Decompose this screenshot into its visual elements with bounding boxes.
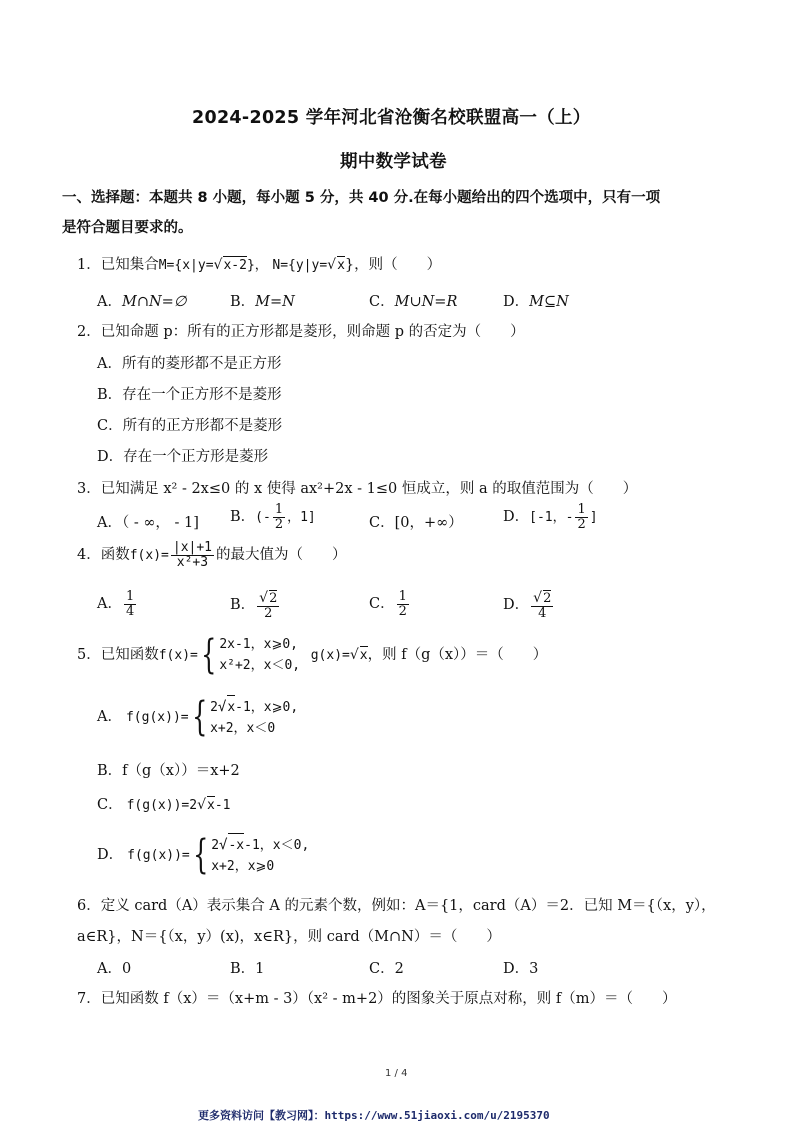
question-text: 定义 card（A）表示集合 A 的元素个数，例如：A＝{1，card（A）＝2．已知 M＝{（x，y）， (100, 898, 716, 914)
case-coefficient: 2 (210, 700, 218, 715)
option-label: D． (503, 597, 530, 614)
fraction-numerator (257, 590, 279, 607)
question-text: 已知函数 f（x）＝（x+m - 3）（x² - m+2）的图象关于原点对称，则 f（m）＝（ ） (100, 991, 677, 1007)
fraction-denominator: 4 (538, 605, 547, 621)
option-label: A． (97, 961, 122, 977)
sqrt-icon: √ (259, 590, 269, 606)
exam-title-line2: 期中数学试卷 (340, 152, 447, 172)
option-label: D． (503, 294, 530, 310)
case-line (210, 695, 298, 718)
radicand: 2 (269, 591, 278, 606)
section-heading-line2: 是符合题目要求的。 (62, 220, 193, 236)
fraction (397, 590, 409, 618)
sqrt-icon: √ (349, 647, 359, 663)
fraction-denominator: 2 (264, 605, 273, 621)
question-number: 2． (77, 324, 101, 340)
piecewise-cases (210, 695, 298, 739)
q5-option-a[interactable] (97, 695, 298, 739)
option-label: A． (97, 709, 122, 725)
q2-option-c[interactable] (97, 414, 282, 435)
fraction (531, 590, 553, 620)
page-indicator: 1 / 4 (385, 1068, 408, 1079)
option-text: M∪N=R (394, 294, 458, 310)
q5-option-b[interactable]: B．f（g（x））＝x+2 (97, 763, 240, 779)
option-text: 存在一个正方形是菱形 (123, 449, 269, 465)
fraction-denominator: 2 (577, 516, 586, 532)
q1-option-c[interactable] (369, 290, 457, 311)
question-3 (77, 477, 637, 498)
interval-open: [-1，- (529, 510, 574, 526)
function-name: f(g(x))= (127, 848, 190, 863)
q2-option-d[interactable] (97, 445, 268, 466)
fraction (257, 590, 279, 620)
q3-option-d[interactable] (503, 503, 598, 531)
option-text: M∩N=∅ (121, 294, 187, 310)
question-text: 已知命题 p：所有的正方形都是菱形，则命题 p 的否定为（ ） (100, 324, 525, 340)
case-line: x+2，x⩾0 (211, 859, 275, 874)
q5-option-d[interactable] (97, 833, 309, 877)
left-brace-icon: { (191, 694, 207, 740)
question-number: 6． (77, 898, 101, 914)
q4-option-b[interactable] (230, 590, 281, 620)
q5-option-c[interactable] (97, 793, 230, 814)
option-label: C． (369, 961, 395, 977)
question-5 (77, 634, 547, 676)
q1-option-a[interactable] (97, 290, 186, 311)
piecewise-cases (219, 634, 300, 676)
q2-option-b[interactable] (97, 383, 282, 404)
option-text: 0 (121, 961, 132, 977)
q6-option-d[interactable] (503, 957, 538, 978)
question-tail: 的最大值为（ ） (216, 547, 347, 564)
sqrt-icon: √ (533, 590, 543, 606)
option-text: 存在一个正方形不是菱形 (122, 387, 282, 403)
question-6-line2: a∈R}，N＝{（x，y）(x)，x∈R}，则 card（M∩N）＝（ ） (77, 929, 501, 945)
fraction-numerator: 1 (274, 502, 284, 517)
sqrt-icon: √ (219, 837, 228, 853)
question-text: 已知集合 (100, 257, 159, 273)
fraction-numerator: 1 (125, 589, 135, 604)
option-label: D． (97, 847, 124, 863)
function-name: f(x)= (129, 548, 169, 564)
exam-title-line1: 2024-2025 学年河北省沧衡名校联盟高一（上） (192, 108, 591, 128)
option-label: B． (230, 597, 256, 614)
fraction-numerator: 1 (577, 502, 586, 517)
option-label: D． (97, 449, 124, 465)
question-1 (77, 253, 441, 274)
option-label: D． (503, 961, 530, 977)
option-text: 1 (255, 961, 265, 977)
radicand: x (359, 648, 368, 663)
sqrt-icon: √ (217, 699, 227, 715)
fraction-denominator: x²+3 (176, 554, 209, 570)
q4-option-c[interactable] (369, 590, 411, 618)
option-label: C． (369, 294, 395, 310)
q1-option-d[interactable] (503, 290, 569, 311)
sqrt-icon: √ (197, 797, 206, 813)
function-name: g(x)= (310, 648, 350, 663)
function-expr: f(g(x))=2 (126, 798, 198, 813)
fraction (575, 503, 587, 531)
left-brace-icon: { (200, 632, 217, 678)
interval-open: (- (255, 510, 271, 526)
option-label: C． (97, 418, 123, 434)
left-brace-icon: { (192, 832, 209, 878)
function-name: f(g(x))= (125, 710, 189, 725)
question-text: 已知函数 (100, 647, 159, 663)
question-number: 5． (77, 647, 101, 663)
q2-option-a[interactable] (97, 352, 281, 373)
sqrt-icon: √ (213, 257, 223, 273)
radicand: 2 (543, 591, 552, 606)
question-4 (77, 541, 347, 569)
fraction-numerator: 1 (398, 589, 407, 604)
q3-option-a[interactable]: A．（ - ∞， - 1] (97, 515, 199, 531)
case-line: x+2，x＜0 (210, 721, 276, 736)
option-text: M=N (255, 294, 295, 310)
q4-option-a[interactable] (97, 590, 138, 618)
case-rest: -1，x⩾0, (235, 700, 299, 715)
option-text: 所有的菱形都不是正方形 (121, 356, 282, 372)
question-number: 4． (77, 547, 101, 564)
fraction-denominator: 4 (125, 603, 135, 619)
radicand: x (206, 798, 215, 813)
set-m-close: }， (246, 258, 268, 273)
option-label: B． (97, 387, 123, 403)
option-label: B． (230, 961, 256, 977)
option-label: C． (369, 596, 395, 613)
radicand: x-2 (223, 258, 247, 273)
question-number: 7． (77, 991, 101, 1007)
q6-option-b[interactable] (230, 957, 264, 978)
q4-option-d[interactable] (503, 590, 555, 620)
option-text: M⊆N (529, 294, 569, 310)
fraction-denominator: 2 (274, 516, 284, 532)
question-6 (77, 894, 716, 915)
option-text: 3 (529, 961, 539, 977)
case-line (211, 833, 309, 856)
q3-option-c[interactable]: C．[0，+∞） (369, 515, 463, 531)
set-m-expr: M={x|y= (158, 258, 214, 273)
fraction-numerator: |x|+1 (172, 540, 213, 555)
function-expr-tail: -1 (214, 798, 231, 813)
q6-option-c[interactable] (369, 957, 404, 978)
interval-close: ，1] (287, 510, 316, 526)
radicand: x (337, 258, 345, 273)
sqrt-icon: √ (327, 257, 337, 273)
function-name: f(x)= (158, 648, 198, 663)
option-text: 所有的正方形都不是菱形 (122, 418, 283, 434)
q3-option-b[interactable] (230, 503, 316, 531)
fraction (171, 541, 214, 569)
q1-option-b[interactable] (230, 290, 295, 311)
question-text: 已知满足 x² - 2x≤0 的 x 使得 ax²+2x - 1≤0 恒成立，则 a 的取值范围为（ ） (100, 481, 638, 497)
question-2 (77, 320, 525, 341)
fraction (273, 503, 285, 531)
question-text: 函数 (100, 547, 130, 564)
set-n-expr: N={y|y= (272, 258, 328, 273)
option-label: A． (97, 356, 122, 372)
option-label: C． (97, 797, 123, 813)
option-label: B． (230, 509, 256, 526)
case-line: 2x-1，x⩾0, (219, 637, 299, 652)
fraction-denominator: 2 (398, 603, 407, 619)
interval-close: ] (589, 510, 598, 526)
section-heading-line1: 一、选择题：本题共 8 小题，每小题 5 分，共 40 分.在每小题给出的四个选项中，只有一项 (62, 190, 661, 206)
question-tail: ，则 f（g（x））＝（ ） (367, 647, 548, 663)
option-text: 2 (394, 961, 404, 977)
fraction-numerator (531, 590, 553, 607)
fraction (124, 590, 136, 618)
question-7 (77, 987, 677, 1008)
case-rest: -1，x＜0, (244, 838, 310, 853)
option-label: A． (97, 294, 122, 310)
radicand: -x (228, 833, 244, 856)
footer-link[interactable]: 更多资料访问【教习网】：https://www.51jiaoxi.com/u/2195370 (198, 1109, 550, 1122)
piecewise-cases (211, 833, 309, 877)
option-label: A． (97, 596, 122, 613)
question-number: 3． (77, 481, 101, 497)
q6-option-a[interactable] (97, 957, 131, 978)
case-coefficient: 2 (211, 838, 220, 853)
case-line: x²+2，x＜0, (219, 658, 301, 673)
option-label: B． (230, 294, 256, 310)
question-tail: }，则（ ） (344, 257, 442, 273)
option-label: D． (503, 509, 530, 526)
radicand: x (227, 695, 235, 718)
question-number: 1． (77, 257, 101, 273)
